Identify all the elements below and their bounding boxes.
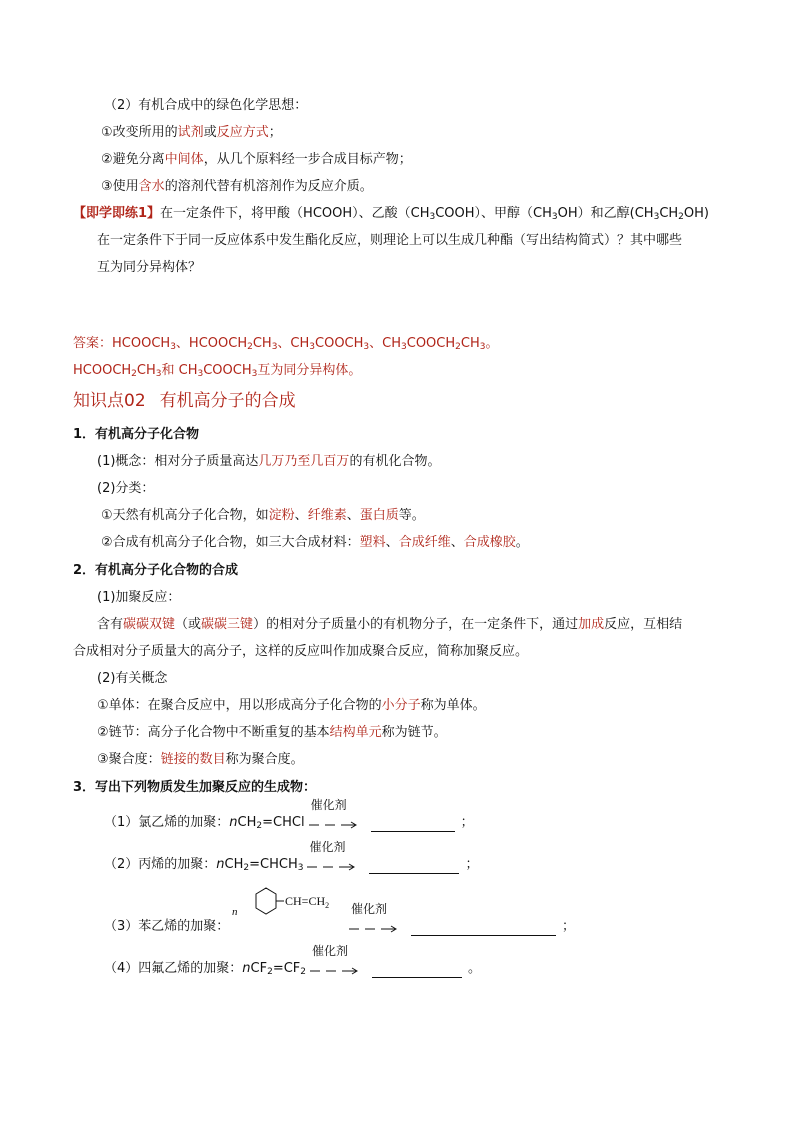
- monomer-text: ①单体：在聚合反应中，用以形成高分子化合物的: [97, 698, 382, 713]
- highlight-double-bond: 碳碳双键: [123, 617, 176, 632]
- classify-line: (2)分类：: [97, 481, 155, 496]
- item-number: ②: [101, 152, 113, 167]
- highlight-addition: 加成: [578, 617, 605, 632]
- highlight-intermediate: 中间体: [164, 152, 204, 167]
- item-text: ，从几个原料经一步合成目标产物；: [203, 152, 412, 167]
- highlight-synthetic-rubber: 合成橡胶: [463, 535, 516, 550]
- exercise-line-1: [73, 205, 709, 223]
- green-chem-heading: （2）有机合成中的绿色化学思想：: [104, 98, 308, 113]
- catalyst-arrow: [309, 798, 361, 832]
- natural-text: ①天然有机高分子化合物，如: [101, 508, 269, 523]
- addition-para-line-2: 合成相对分子质量大的高分子，这样的反应叫作加成聚合反应，简称加聚反应。: [73, 644, 529, 659]
- monomer-line: [97, 697, 486, 715]
- concept-text: 的有机化合物。: [349, 454, 441, 469]
- addition-heading: (1)加聚反应：: [97, 590, 181, 605]
- concept-line: [97, 453, 440, 471]
- highlight-mass-range: 几万乃至几百万: [258, 454, 350, 469]
- item-text: 或: [203, 125, 217, 140]
- exercise-text: 在一定条件下，将甲酸（HCOOH）、乙酸$(CH_3COOH)$、甲醇$(CH_3OH)$和乙醇$(CH_3CH_2OH)$: [160, 206, 709, 222]
- reaction-label: （2）丙烯的加聚：: [104, 857, 217, 872]
- green-item-3: [101, 178, 373, 196]
- highlight-synthetic-fiber: 合成纤维: [398, 535, 451, 550]
- concepts-heading: (2)有关概念: [97, 671, 168, 686]
- catalyst-arrow: [349, 902, 401, 936]
- separator: 、: [450, 535, 464, 550]
- catalyst-label: 催化剂: [309, 840, 346, 854]
- answer-line-1: [73, 335, 499, 353]
- para-text: 反应，互相结: [604, 617, 683, 632]
- knowledge-point-title: 有机高分子的合成: [159, 391, 296, 411]
- highlight-link-count: 链接的数目: [160, 752, 226, 767]
- arrow-icon: [307, 863, 359, 871]
- degree-text: 称为聚合度。: [225, 752, 304, 767]
- reaction-tetrafluoroethylene: [104, 944, 482, 978]
- reaction-end: ；: [460, 815, 474, 830]
- concept-text: (1)概念：相对分子质量高达: [97, 454, 259, 469]
- chain-link-line: [97, 724, 447, 742]
- section1-heading: 1．有机高分子化合物: [73, 427, 200, 442]
- separator: 、: [294, 508, 308, 523]
- synthetic-text: ②合成有机高分子化合物，如三大合成材料：: [101, 535, 360, 550]
- styrene-structure: [230, 885, 350, 935]
- item-number: ③: [101, 179, 113, 194]
- arrow-icon: [309, 821, 361, 829]
- section2-heading: 2．有机高分子化合物的合成: [73, 563, 239, 578]
- highlight-structural-unit: 结构单元: [329, 725, 382, 740]
- para-text: 含有: [97, 617, 124, 632]
- addition-para-line-1: [97, 616, 682, 634]
- degree-text: ③聚合度：: [97, 752, 161, 767]
- section3-heading: 3．写出下列物质发生加聚反应的生成物：: [73, 780, 317, 795]
- item-text: ；: [268, 125, 282, 140]
- reaction-formula: $nCF_2=CF_2$: [242, 961, 307, 977]
- item-text: 改变所用的: [112, 125, 178, 140]
- benzene-ring-icon: [256, 888, 276, 914]
- para-text: ）的相对分子质量小的有机物分子，在一定条件下，通过: [253, 617, 579, 632]
- synthetic-polymers-line: [101, 534, 529, 552]
- degree-line: [97, 751, 304, 769]
- green-item-1: [101, 124, 282, 142]
- link-text: 称为链节。: [381, 725, 447, 740]
- item-text: 使用: [112, 179, 139, 194]
- reaction-label: （1）氯乙烯的加聚：: [104, 815, 230, 830]
- reaction-formula: nCH$_2$=CHCl: [229, 815, 305, 831]
- highlight-triple-bond: 碳碳三键: [201, 617, 254, 632]
- highlight-reaction-mode: 反应方式: [216, 125, 269, 140]
- highlight-protein: 蛋白质: [359, 508, 399, 523]
- catalyst-label: 催化剂: [351, 902, 388, 916]
- answer-line-2: $HCOOCH_2CH_3$和 $CH_3COOCH_3$互为同分异构体。: [73, 363, 362, 379]
- item-text: 避免分离: [112, 152, 165, 167]
- answer-blank[interactable]: [372, 963, 462, 978]
- link-text: ②链节：高分子化合物中不断重复的基本: [97, 725, 330, 740]
- reaction-label: （4）四氟乙烯的加聚：: [104, 961, 243, 976]
- natural-text: 等。: [398, 508, 425, 523]
- reaction-vinyl-chloride: [104, 798, 474, 832]
- answer-blank[interactable]: [369, 859, 459, 874]
- catalyst-label: 催化剂: [312, 944, 349, 958]
- separator: 、: [385, 535, 399, 550]
- separator: 、: [346, 508, 360, 523]
- reaction-end: ；: [562, 919, 576, 934]
- highlight-plastic: 塑料: [359, 535, 386, 550]
- reaction-styrene-label: （3）苯乙烯的加聚：: [104, 919, 230, 934]
- para-text: （或: [175, 617, 202, 632]
- highlight-water: 含水: [138, 179, 165, 194]
- item-number: ①: [101, 125, 113, 140]
- synthetic-text: 。: [515, 535, 529, 550]
- answer-text: $HCOOCH_3$、$HCOOCH_2CH_3$、$CH_3COOCH_3$、$CH_3COOCH_2CH_3$。: [112, 336, 499, 352]
- knowledge-point-heading: [73, 390, 310, 412]
- reaction-formula: $nCH_2=CHCH_3$: [216, 857, 304, 873]
- highlight-reagent: 试剂: [177, 125, 204, 140]
- arrow-icon: [349, 925, 401, 933]
- catalyst-arrow: [310, 944, 362, 978]
- reaction-propylene: [104, 840, 479, 874]
- exercise-line-3: 互为同分异构体？: [97, 260, 202, 275]
- catalyst-label: 催化剂: [310, 798, 347, 812]
- natural-polymers-line: [101, 507, 425, 525]
- answer-blank[interactable]: [411, 921, 556, 936]
- exercise-line-2: 在一定条件下于同一反应体系中发生酯化反应，则理论上可以生成几种酯（写出结构简式）？其中哪些: [97, 233, 683, 248]
- vinyl-group-label: $CH=CH_2$: [285, 894, 330, 910]
- highlight-starch: 淀粉: [268, 508, 295, 523]
- reaction-end: ；: [465, 857, 479, 872]
- answer-blank[interactable]: [371, 817, 455, 832]
- reaction-styrene-arrow: [345, 902, 576, 936]
- reaction-end: 。: [468, 961, 482, 976]
- knowledge-point-number: 知识点02: [73, 391, 146, 411]
- highlight-cellulose: 纤维素: [307, 508, 347, 523]
- catalyst-arrow: [307, 840, 359, 874]
- arrow-icon: [310, 967, 362, 975]
- monomer-text: 称为单体。: [420, 698, 486, 713]
- item-text: 的溶剂代替有机溶剂作为反应介质。: [164, 179, 373, 194]
- exercise-tag: 【即学即练1】: [73, 206, 161, 221]
- answer-label: 答案：: [73, 336, 113, 351]
- highlight-small-molecule: 小分子: [381, 698, 421, 713]
- repeat-n-label: n: [232, 906, 238, 918]
- green-item-2: [101, 151, 412, 169]
